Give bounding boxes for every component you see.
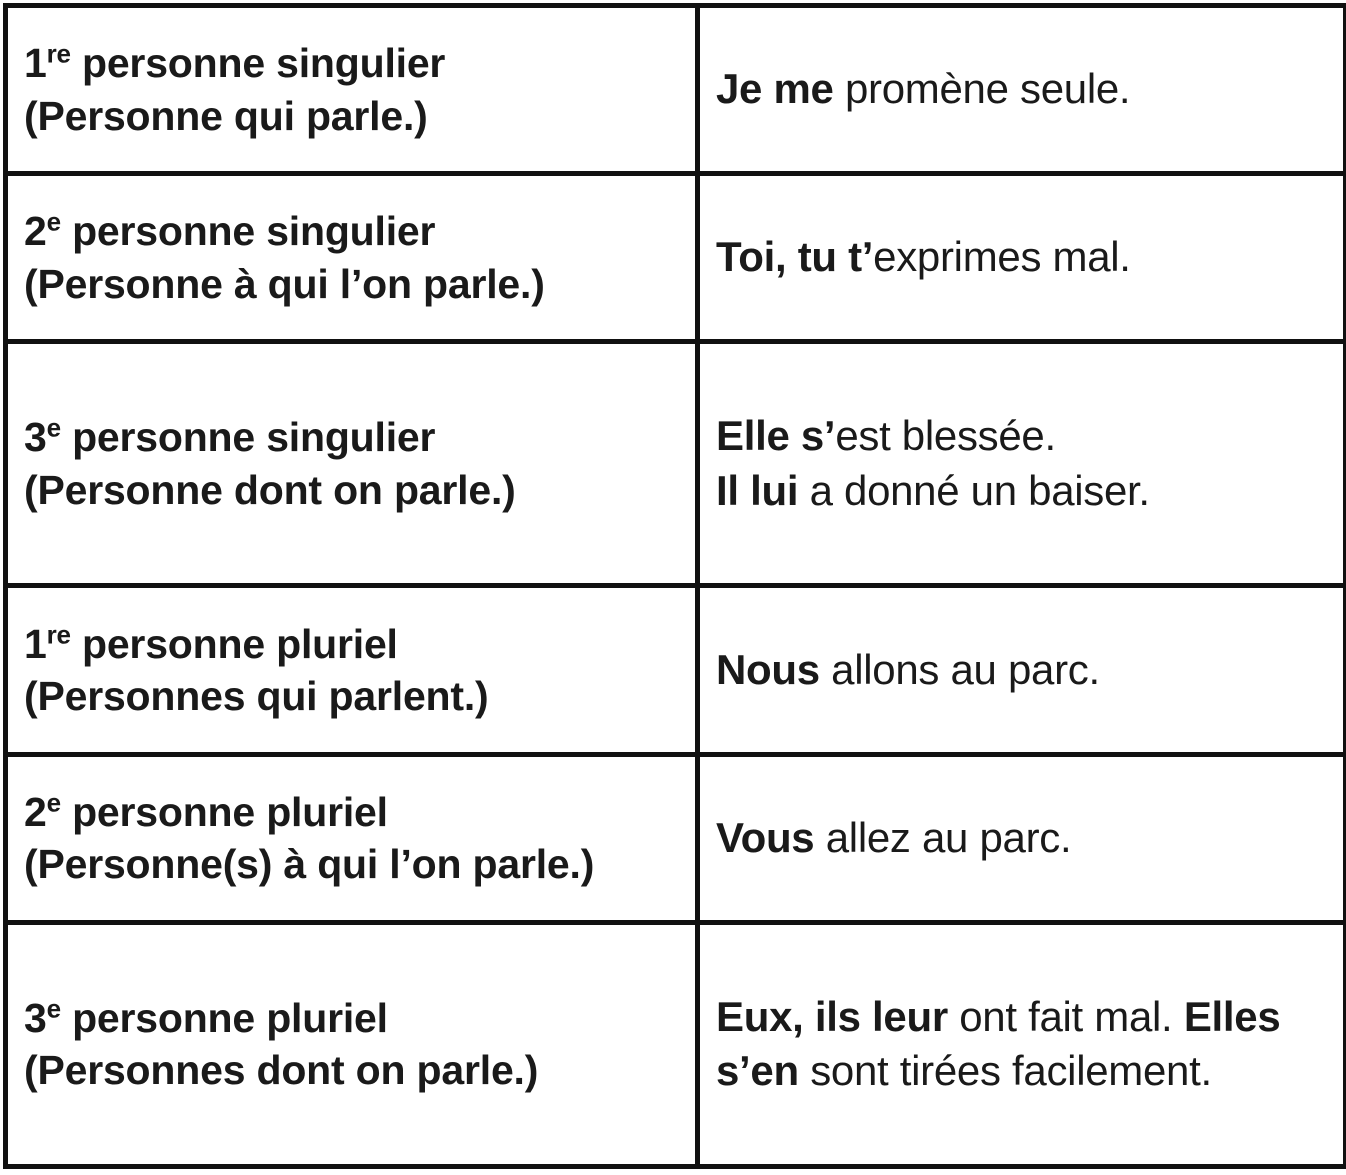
person-ordinal-suffix: e <box>46 993 61 1024</box>
person-title-line <box>24 786 679 838</box>
person-cell <box>6 586 698 754</box>
example-cell <box>698 922 1346 1166</box>
person-rest: personne pluriel <box>60 788 388 835</box>
pronoun-highlight: Elles s’en <box>716 992 1281 1095</box>
table-row <box>6 342 1346 586</box>
person-detail-line: (Personne à qui l’on parle.) <box>24 260 545 307</box>
person-title-line <box>24 618 679 670</box>
table-row <box>6 174 1346 342</box>
person-ordinal: 3 <box>24 414 47 461</box>
sentence-text: sont tirées facilement. <box>810 1047 1212 1095</box>
example-text <box>716 62 1327 117</box>
person-detail-line: (Personne(s) à qui l’on parle.) <box>24 841 595 888</box>
person-cell <box>6 174 698 342</box>
grammatical-person-table <box>3 3 1346 1169</box>
person-detail-line: (Personne dont on parle.) <box>24 466 516 513</box>
sentence-text: est blessée. <box>835 412 1056 460</box>
person-ordinal: 3 <box>24 994 47 1041</box>
example-text <box>716 230 1327 285</box>
person-ordinal-suffix: re <box>46 38 71 69</box>
person-table-container <box>0 3 1346 1175</box>
sentence-text: a donné un baiser. <box>809 466 1150 514</box>
pronoun-highlight: Elle s’ <box>716 412 836 460</box>
pronoun-highlight: Nous <box>716 645 832 693</box>
table-row <box>6 6 1346 174</box>
table-row <box>6 586 1346 754</box>
sentence-text: allons au parc. <box>831 645 1100 693</box>
pronoun-highlight: Toi, tu t’ <box>716 233 874 281</box>
person-title-line <box>24 37 679 89</box>
person-ordinal-suffix: e <box>46 412 61 443</box>
person-detail-line: (Personnes dont on parle.) <box>24 1047 539 1094</box>
person-ordinal-suffix: e <box>46 206 61 237</box>
sentence-text: allez au parc. <box>825 813 1072 861</box>
person-ordinal: 1 <box>24 620 47 667</box>
pronoun-highlight: Je me <box>716 65 845 113</box>
person-detail-line: (Personne qui parle.) <box>24 92 428 139</box>
table-row <box>6 922 1346 1166</box>
person-cell <box>6 6 698 174</box>
example-cell <box>698 6 1346 174</box>
person-ordinal: 2 <box>24 208 47 255</box>
sentence-text: exprimes mal. <box>873 233 1131 281</box>
person-cell <box>6 754 698 922</box>
person-title-line <box>24 411 679 463</box>
person-rest: personne pluriel <box>70 620 398 667</box>
person-detail-line: (Personnes qui parlent.) <box>24 672 489 719</box>
person-rest: personne singulier <box>70 40 446 87</box>
example-text <box>716 643 1327 698</box>
example-cell <box>698 174 1346 342</box>
table-body <box>6 6 1346 1167</box>
pronoun-highlight: Il lui <box>716 466 810 514</box>
person-title-line <box>24 992 679 1044</box>
pronoun-highlight: Eux, ils leur <box>716 992 960 1040</box>
sentence-text: ont fait mal. <box>959 992 1184 1040</box>
example-cell <box>698 586 1346 754</box>
person-ordinal: 1 <box>24 40 47 87</box>
table-row <box>6 754 1346 922</box>
example-text <box>716 811 1327 866</box>
person-cell <box>6 342 698 586</box>
person-ordinal-suffix: re <box>46 618 71 649</box>
person-ordinal-suffix: e <box>46 786 61 817</box>
person-ordinal: 2 <box>24 788 47 835</box>
example-text <box>716 409 1327 518</box>
example-text <box>716 990 1327 1099</box>
person-rest: personne singulier <box>60 208 436 255</box>
person-rest: personne singulier <box>60 414 436 461</box>
person-title-line <box>24 205 679 257</box>
pronoun-highlight: Vous <box>716 813 826 861</box>
example-cell <box>698 754 1346 922</box>
sentence-text: promène seule. <box>844 65 1131 113</box>
person-rest: personne pluriel <box>60 994 388 1041</box>
person-cell <box>6 922 698 1166</box>
example-cell <box>698 342 1346 586</box>
